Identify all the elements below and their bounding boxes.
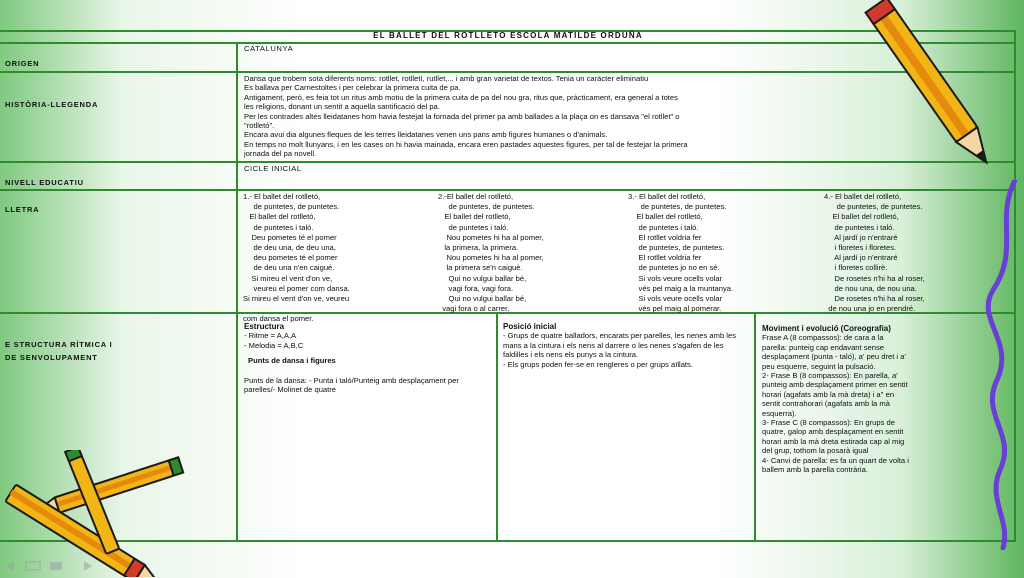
moviment-line: del grup, tothom la posarà igual: [762, 446, 869, 456]
moviment-line: peu esquerre, seguint la pulsació.: [762, 361, 876, 371]
purple-squiggle-icon: [975, 180, 1024, 550]
historia-line: Es ballava per Carnestoltes i per celebrar la primera cuita de pa.: [244, 83, 461, 93]
moviment-line: horari (agafats amb la mà dreta) i a'' en: [762, 389, 895, 399]
presentation-toolbar-icons[interactable]: [4, 559, 114, 573]
ritme-text: - Ritme = A,A,A: [244, 331, 297, 341]
moviment-line: 2- Frase B (8 compassos): En parella, a': [762, 371, 898, 381]
moviment-line: 4- Canvi de parella: es fa un quart de volta i: [762, 455, 909, 465]
moviment-line: parella: punteig cap endavant sense: [762, 342, 885, 352]
presentation-toolbar[interactable]: [4, 559, 114, 573]
estructura-column: [244, 322, 492, 394]
historia-line: Antigament, però, es feia tot un ritus amb motiu de la primera cuita de pa del nou gra, ritus que, pràcticament, era general a totes: [244, 92, 678, 102]
rule: [0, 189, 1016, 191]
historia-line: les religions, donant un sentit a aquella santificació del pa.: [244, 102, 440, 112]
punts-heading: Punts de dansa i figures: [248, 356, 336, 366]
lyrics-stanza: 4.- El ballet del rotlletó, de puntetes, de puntetes. El ballet del rotlletó, de puntetes i taló. Al jardí jo n'entraré i floretes i floretes. Al jardí jo n'entraré i floretes collirè. De rosetes n'hi ha al roser, de nou una, de nou una. De rosetes n'hi ha al roser, de nou una jo en prendré.: [824, 192, 925, 314]
historia-line: jornada del pa novell.: [244, 149, 317, 159]
pencil-top-right-icon: [862, 0, 1012, 185]
rule: [496, 312, 498, 542]
punts-text: Punts de la dansa: - Punta i taló/Punteig amb desplaçament per parelles/- Molinet de quatre: [244, 375, 459, 395]
origen-value: CATALUNYA: [244, 44, 294, 53]
row-label-nivell: NIVELL EDUCATIU: [5, 178, 84, 187]
row-label-lletra: LLETRA: [5, 205, 40, 214]
row-label-estructura: E STRUCTURA RÍTMICA I: [5, 340, 113, 349]
lyrics-stanza: 2.-El ballet del rotlletó, de puntetes, de puntetes. El ballet del rotlletó, de puntetes i taló. Nou pometes hi ha al pomer, la primera, la primera. Nou pometes hi ha al pomer, la primera se'n caiguè. Qui no vulgui ballar bé, vagi fora, vagi fora. Qui no vulgui ballar bé, vagi fora o al carrer.: [438, 192, 544, 314]
moviment-line: Frase A (8 compassos): de cara a la: [762, 333, 884, 343]
lyrics-stanza: 3.- El ballet del rotlletó, de puntetes, de puntetes. El ballet del rotlletó, de puntetes i taló. El rotllet voldria fer de puntetes, de puntetes. El rotllet voldria fer de puntetes jo no en sé. Si vols veure ocells volar vés pel maig a la muntanya. Si vols veure ocells volar vés pel maig al pomerar.: [628, 192, 734, 314]
estructura-heading: Estructura: [244, 322, 285, 331]
moviment-line: punteig amb desplaçament primer en sentit: [762, 380, 908, 390]
moviment-line: quatre, galop amb desplaçament en sentit: [762, 427, 904, 437]
moviment-heading: Moviment i evolució (Coreografia): [762, 324, 891, 333]
moviment-line: ballem amb la parella contrària.: [762, 465, 868, 475]
row-label-estructura-2: DE SENVOLUPAMENT: [5, 353, 98, 362]
row-label-origen: ORIGEN: [5, 59, 40, 68]
historia-line: Per les contrades altes lleidatanes hom havia festejat la fornada del primer pa amb ballades a la plaça on es dansava "el rotllet" o: [244, 111, 680, 121]
melodia-text: - Melodia = A,B,C: [244, 340, 304, 350]
historia-line: Dansa que trobem sota diferents noms: rotllet, rotlletí, rutllet,... i amb gran varietat de textos. Tenia un caràcter eliminatiu: [244, 74, 649, 83]
lyrics-stanza: 1.- El ballet del rotlletó, de puntetes, de puntetes. El ballet del rotlletó, de puntetes i taló. Deu pometes té el pomer de deu una, de deu una, deu pometes té el pomer de deu una n'en caigué. Si mireu el vent d'on ve, veureu el pomer com dansa. Si mireu el vent d'on ve, veureu com dansa el pomer.: [243, 192, 350, 324]
pencils-bottom-left-icon: [0, 450, 200, 577]
historia-line: "rotlletó".: [244, 121, 275, 131]
posicio-text-2: - Els grups poden fer-se en rengleres o per grups aïllats.: [503, 359, 693, 369]
moviment-line: esquerra).: [762, 408, 797, 418]
moviment-line: 3- Frase C (8 compassos): En grups de: [762, 418, 895, 428]
historia-line: En temps no molt llunyans, i en les cases on hi havia mainada, encara eren pastades aquestes figures, per tal de festejar la primera: [244, 139, 688, 149]
row-label-historia: HISTÒRIA-LLEGENDA: [5, 100, 99, 109]
document-title: EL BALLET DEL ROTLLETO ESCOLA MATILDE ORDUÑA: [373, 31, 643, 40]
moviment-line: horari amb la mà dreta estirada cap al mig: [762, 436, 905, 446]
posicio-heading: Posició inicial: [503, 322, 557, 331]
rule: [236, 42, 238, 542]
posicio-text: - Grups de quatre balladors, encarats per parelles, les nenes amb les mans a la cintura i els nens al darrere o les nenes s'agafen de les faldilles i els nens els punys a la cintura.: [503, 331, 736, 360]
moviment-line: desplaçament (punta - taló), a' peu dret i a': [762, 352, 906, 362]
nivell-value: CICLE INICIAL: [244, 164, 302, 173]
posicio-column: [503, 322, 749, 369]
moviment-line: sentit contrahorari (agafats amb la mà: [762, 399, 890, 409]
historia-line: Encara avui dia algunes fleques de les terres lleidatanes venen uns pans amb figures humanes o d'animals.: [244, 130, 608, 140]
moviment-column: [762, 324, 909, 475]
historia-text: [244, 74, 688, 159]
rule: [754, 312, 756, 542]
